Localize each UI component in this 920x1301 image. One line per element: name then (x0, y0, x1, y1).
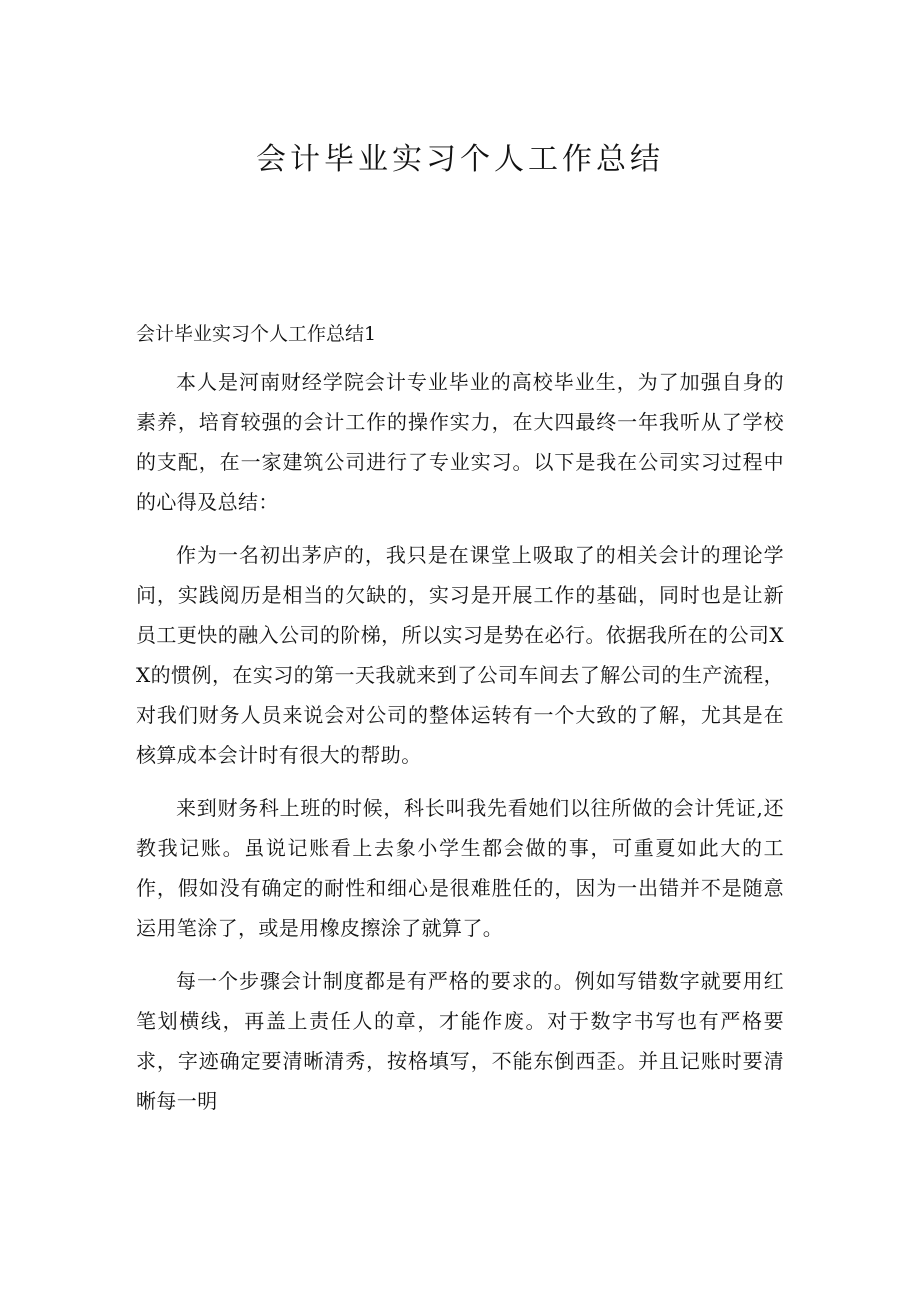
paragraph: 作为一名初出茅庐的，我只是在课堂上吸取了的相关会计的理论学问，实践阅历是相当的欠缺的，实习是开展工作的基础，同时也是让新员工更快的融入公司的阶梯，所以实习是势在必行。依据我所在的公司XX的惯例，在实习的第一天我就来到了公司车间去了解公司的生产流程，对我们财务人员来说会对公司的整体运转有一个大致的了解，尤其是在核算成本会计时有很大的帮助。 (136, 543, 784, 767)
paragraph: 本人是河南财经学院会计专业毕业的高校毕业生，为了加强自身的素养，培育较强的会计工作的操作实力，在大四最终一年我听从了学校的支配，在一家建筑公司进行了专业实习。以下是我在公司实习过程中的心得及总结： (136, 370, 784, 514)
paragraph: 来到财务科上班的时候，科长叫我先看她们以往所做的会计凭证,还教我记账。虽说记账看上去象小学生都会做的事，可重夏如此大的工作，假如没有确定的耐性和细心是很难胜任的，因为一出错并不是随意运用笔涂了，或是用橡皮擦涂了就算了。 (136, 796, 784, 940)
paragraph: 每一个步骤会计制度都是有严格的要求的。例如写错数字就要用红笔划横线，再盖上责任人的章，才能作废。对于数字书写也有严格要求，字迹确定要清晰清秀，按格填写，不能东倒西歪。并且记账时要清晰每一明 (136, 969, 784, 1113)
document-body (136, 362, 784, 1134)
section-heading: 会计毕业实习个人工作总结1 (136, 323, 377, 345)
document-title: 会计毕业实习个人工作总结 (256, 142, 664, 177)
